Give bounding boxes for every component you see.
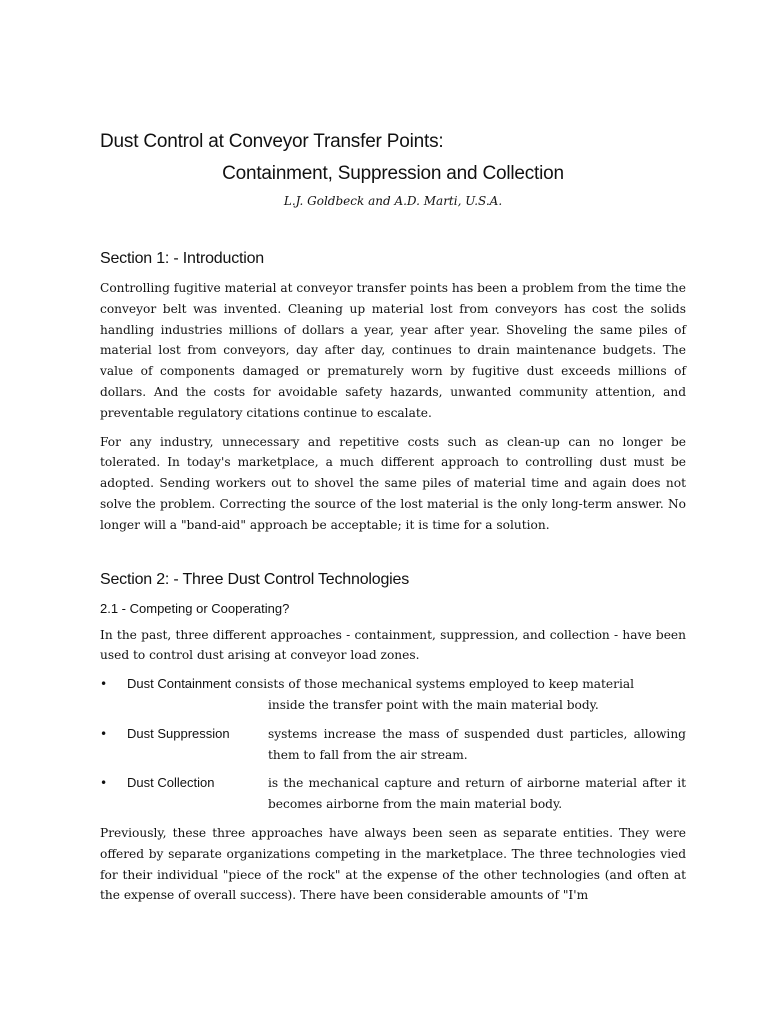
section-2-intro-paragraph: In the past, three different approaches - containment, suppression, and collection - have been used to control dust arising at conveyor load zones.: [100, 627, 686, 663]
subsection-2-1-heading: 2.1 - Competing or Cooperating?: [100, 600, 290, 616]
bullet-icon: •: [100, 726, 108, 741]
bullet-text-first-line: consists of those mechanical systems employed to keep material: [234, 677, 635, 692]
bullet-term: Dust Suppression: [127, 725, 230, 741]
bullet-text-continuation: inside the transfer point with the main material body.: [268, 697, 599, 712]
technology-list: [100, 674, 686, 815]
document-authors: L.J. Goldbeck and A.D. Marti, U.S.A.: [283, 194, 503, 208]
bullet-term: Dust Containment: [127, 676, 232, 692]
section-2-closing-paragraph: Previously, these three approaches have always been seen as separate entities. They were offered by separate organizations competing in the marketplace. The three technologies vied for their individual "piece of the rock" at the expense of the other technologies (and often at the expense of overall success). There have been considerable amounts of "I'm: [100, 825, 686, 903]
document-title-line-2: Containment, Suppression and Collection: [222, 163, 564, 184]
section-2-heading: Section 2: - Three Dust Control Technologies: [100, 570, 410, 588]
list-item: [100, 674, 686, 716]
section-1-heading: Section 1: - Introduction: [100, 250, 264, 267]
bullet-term: Dust Collection: [127, 775, 215, 791]
section-1-paragraph-2: For any industry, unnecessary and repetitive costs such as clean-up can no longer be tolerated. In today's marketplace, a much different approach to controlling dust must be adopted. Sending workers out to shovel the same piles of material time and again does not solve the problem. Correcting the source of the lost material is the only long-term answer. No longer will a "band-aid" approach be acceptable; it is time for a solution.: [100, 434, 686, 532]
list-item: [100, 773, 686, 815]
bullet-text: is the mechanical capture and return of airborne material after it becomes airborne from the main material body.: [268, 776, 686, 812]
section-1-paragraph-1: Controlling fugitive material at conveyor transfer points has been a problem from the time the conveyor belt was invented. Cleaning up material lost from conveyors has cost the solids handling industries millions of dollars a year, year after year. Shoveling the same piles of material lost from conveyors, day after day, continues to drain maintenance budgets. The value of components damaged or prematurely worn by fugitive dust exceeds millions of dollars. And the costs for avoidable safety hazards, unwanted community attention, and preventable regulatory citations continue to escalate.: [100, 281, 686, 420]
bullet-icon: •: [100, 776, 108, 791]
bullet-icon: •: [100, 677, 108, 692]
document-title-line-1: Dust Control at Conveyor Transfer Points:: [100, 131, 444, 152]
bullet-text: systems increase the mass of suspended dust particles, allowing them to fall from the air stream.: [268, 726, 686, 762]
list-item: [100, 724, 686, 766]
